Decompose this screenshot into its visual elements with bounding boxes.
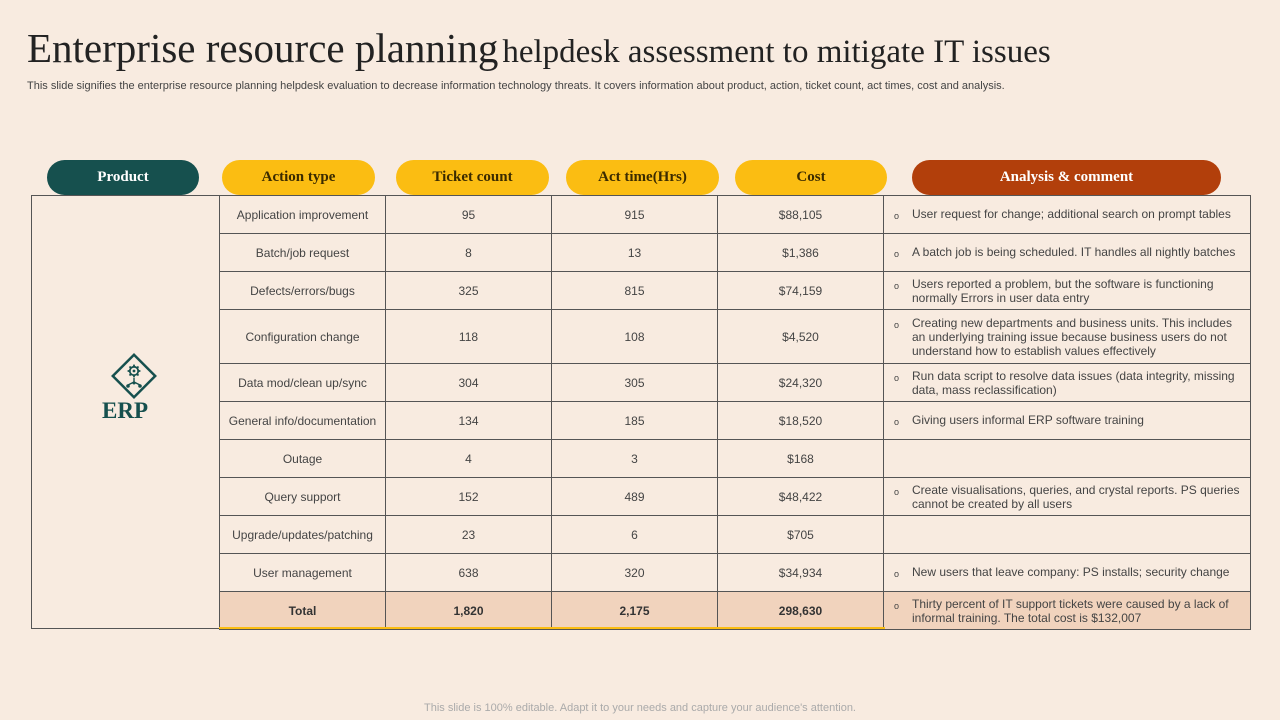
ticket-cell: 23	[386, 516, 552, 554]
time-cell: 13	[552, 234, 718, 272]
action-cell: General info/documentation	[220, 402, 386, 440]
ticket-cell: 638	[386, 554, 552, 592]
bullet-icon: o	[894, 416, 900, 427]
action-cell: Batch/job request	[220, 234, 386, 272]
bullet-icon: o	[894, 210, 900, 221]
action-cell: Upgrade/updates/patching	[220, 516, 386, 554]
comment-cell: o Users reported a problem, but the software is functioning normally Errors in user data entry	[884, 272, 1251, 310]
product-label: ERP	[102, 398, 148, 423]
comment-cell: o Create visualisations, queries, and crystal reports. PS queries cannot be created by all users	[884, 478, 1251, 516]
ticket-cell: 152	[386, 478, 552, 516]
table-row	[220, 364, 1251, 402]
time-cell: 915	[552, 196, 718, 234]
table-row	[220, 272, 1251, 310]
cost-cell: $705	[718, 516, 884, 554]
cost-cell: $88,105	[718, 196, 884, 234]
comment-cell-empty	[884, 440, 1251, 478]
ticket-cell: 134	[386, 402, 552, 440]
page-subtitle: This slide signifies the enterprise resource planning helpdesk evaluation to decrease information technology threats. It covers information about product, action, ticket count, act times, cost and analysis.	[27, 80, 1005, 92]
cost-cell: $74,159	[718, 272, 884, 310]
action-cell: Defects/errors/bugs	[220, 272, 386, 310]
total-tickets: 1,820	[386, 592, 552, 630]
header-analysis: Analysis & comment	[912, 160, 1221, 195]
ticket-cell: 8	[386, 234, 552, 272]
time-cell: 3	[552, 440, 718, 478]
header-product: Product	[47, 160, 199, 195]
bullet-icon: o	[894, 568, 900, 579]
action-cell: Application improvement	[220, 196, 386, 234]
comment-cell: o New users that leave company: PS installs; security change	[884, 554, 1251, 592]
ticket-cell: 325	[386, 272, 552, 310]
comment-cell: o A batch job is being scheduled. IT handles all nightly batches	[884, 234, 1251, 272]
table-row	[220, 478, 1251, 516]
header-ticket-count: Ticket count	[396, 160, 549, 195]
table-row	[220, 196, 1251, 234]
cost-cell: $34,934	[718, 554, 884, 592]
action-cell: User management	[220, 554, 386, 592]
action-cell: Data mod/clean up/sync	[220, 364, 386, 402]
ticket-cell: 4	[386, 440, 552, 478]
cost-cell: $4,520	[718, 310, 884, 364]
time-cell: 305	[552, 364, 718, 402]
comment-cell: o Run data script to resolve data issues (data integrity, missing data, mass reclassification)	[884, 364, 1251, 402]
title-small: helpdesk assessment to mitigate IT issues	[502, 34, 1051, 70]
table-row	[220, 440, 1251, 478]
action-cell: Configuration change	[220, 310, 386, 364]
total-row	[220, 592, 1251, 630]
assessment-table	[219, 195, 1251, 630]
title-large: Enterprise resource planning	[27, 25, 499, 71]
time-cell: 6	[552, 516, 718, 554]
header-cost: Cost	[735, 160, 887, 195]
time-cell: 185	[552, 402, 718, 440]
time-cell: 320	[552, 554, 718, 592]
bullet-icon: o	[894, 372, 900, 383]
time-cell: 815	[552, 272, 718, 310]
header-act-time: Act time(Hrs)	[566, 160, 719, 195]
cost-cell: $18,520	[718, 402, 884, 440]
time-cell: 489	[552, 478, 718, 516]
table-row	[220, 516, 1251, 554]
cost-cell: $48,422	[718, 478, 884, 516]
bullet-icon: o	[894, 280, 900, 291]
header-action-type: Action type	[222, 160, 375, 195]
table-row	[220, 234, 1251, 272]
footer-note: This slide is 100% editable. Adapt it to your needs and capture your audience's attention.	[424, 702, 856, 714]
action-cell: Outage	[220, 440, 386, 478]
time-cell: 108	[552, 310, 718, 364]
bullet-icon: o	[894, 248, 900, 259]
bullet-icon: o	[894, 486, 900, 497]
total-time: 2,175	[552, 592, 718, 630]
total-cost: 298,630	[718, 592, 884, 630]
total-comment-cell: o Thirty percent of IT support tickets were caused by a lack of informal training. The total cost is $132,007	[884, 592, 1251, 630]
table-row	[220, 310, 1251, 364]
cost-cell: $168	[718, 440, 884, 478]
cost-cell: $1,386	[718, 234, 884, 272]
table-row	[220, 554, 1251, 592]
comment-cell: o Giving users informal ERP software training	[884, 402, 1251, 440]
action-cell: Query support	[220, 478, 386, 516]
comment-cell: o Creating new departments and business units. This includes an underlying training issue because business users do not understand how to establish values effectively	[884, 310, 1251, 364]
comment-cell: o User request for change; additional search on prompt tables	[884, 196, 1251, 234]
ticket-cell: 304	[386, 364, 552, 402]
bullet-icon: o	[894, 600, 900, 611]
bullet-icon: o	[894, 319, 900, 330]
total-label: Total	[220, 592, 386, 630]
table-row	[220, 402, 1251, 440]
comment-cell-empty	[884, 516, 1251, 554]
page-title	[27, 24, 1051, 72]
total-underline	[219, 627, 885, 629]
cost-cell: $24,320	[718, 364, 884, 402]
gear-network-diamond-icon	[110, 352, 158, 400]
ticket-cell: 118	[386, 310, 552, 364]
ticket-cell: 95	[386, 196, 552, 234]
